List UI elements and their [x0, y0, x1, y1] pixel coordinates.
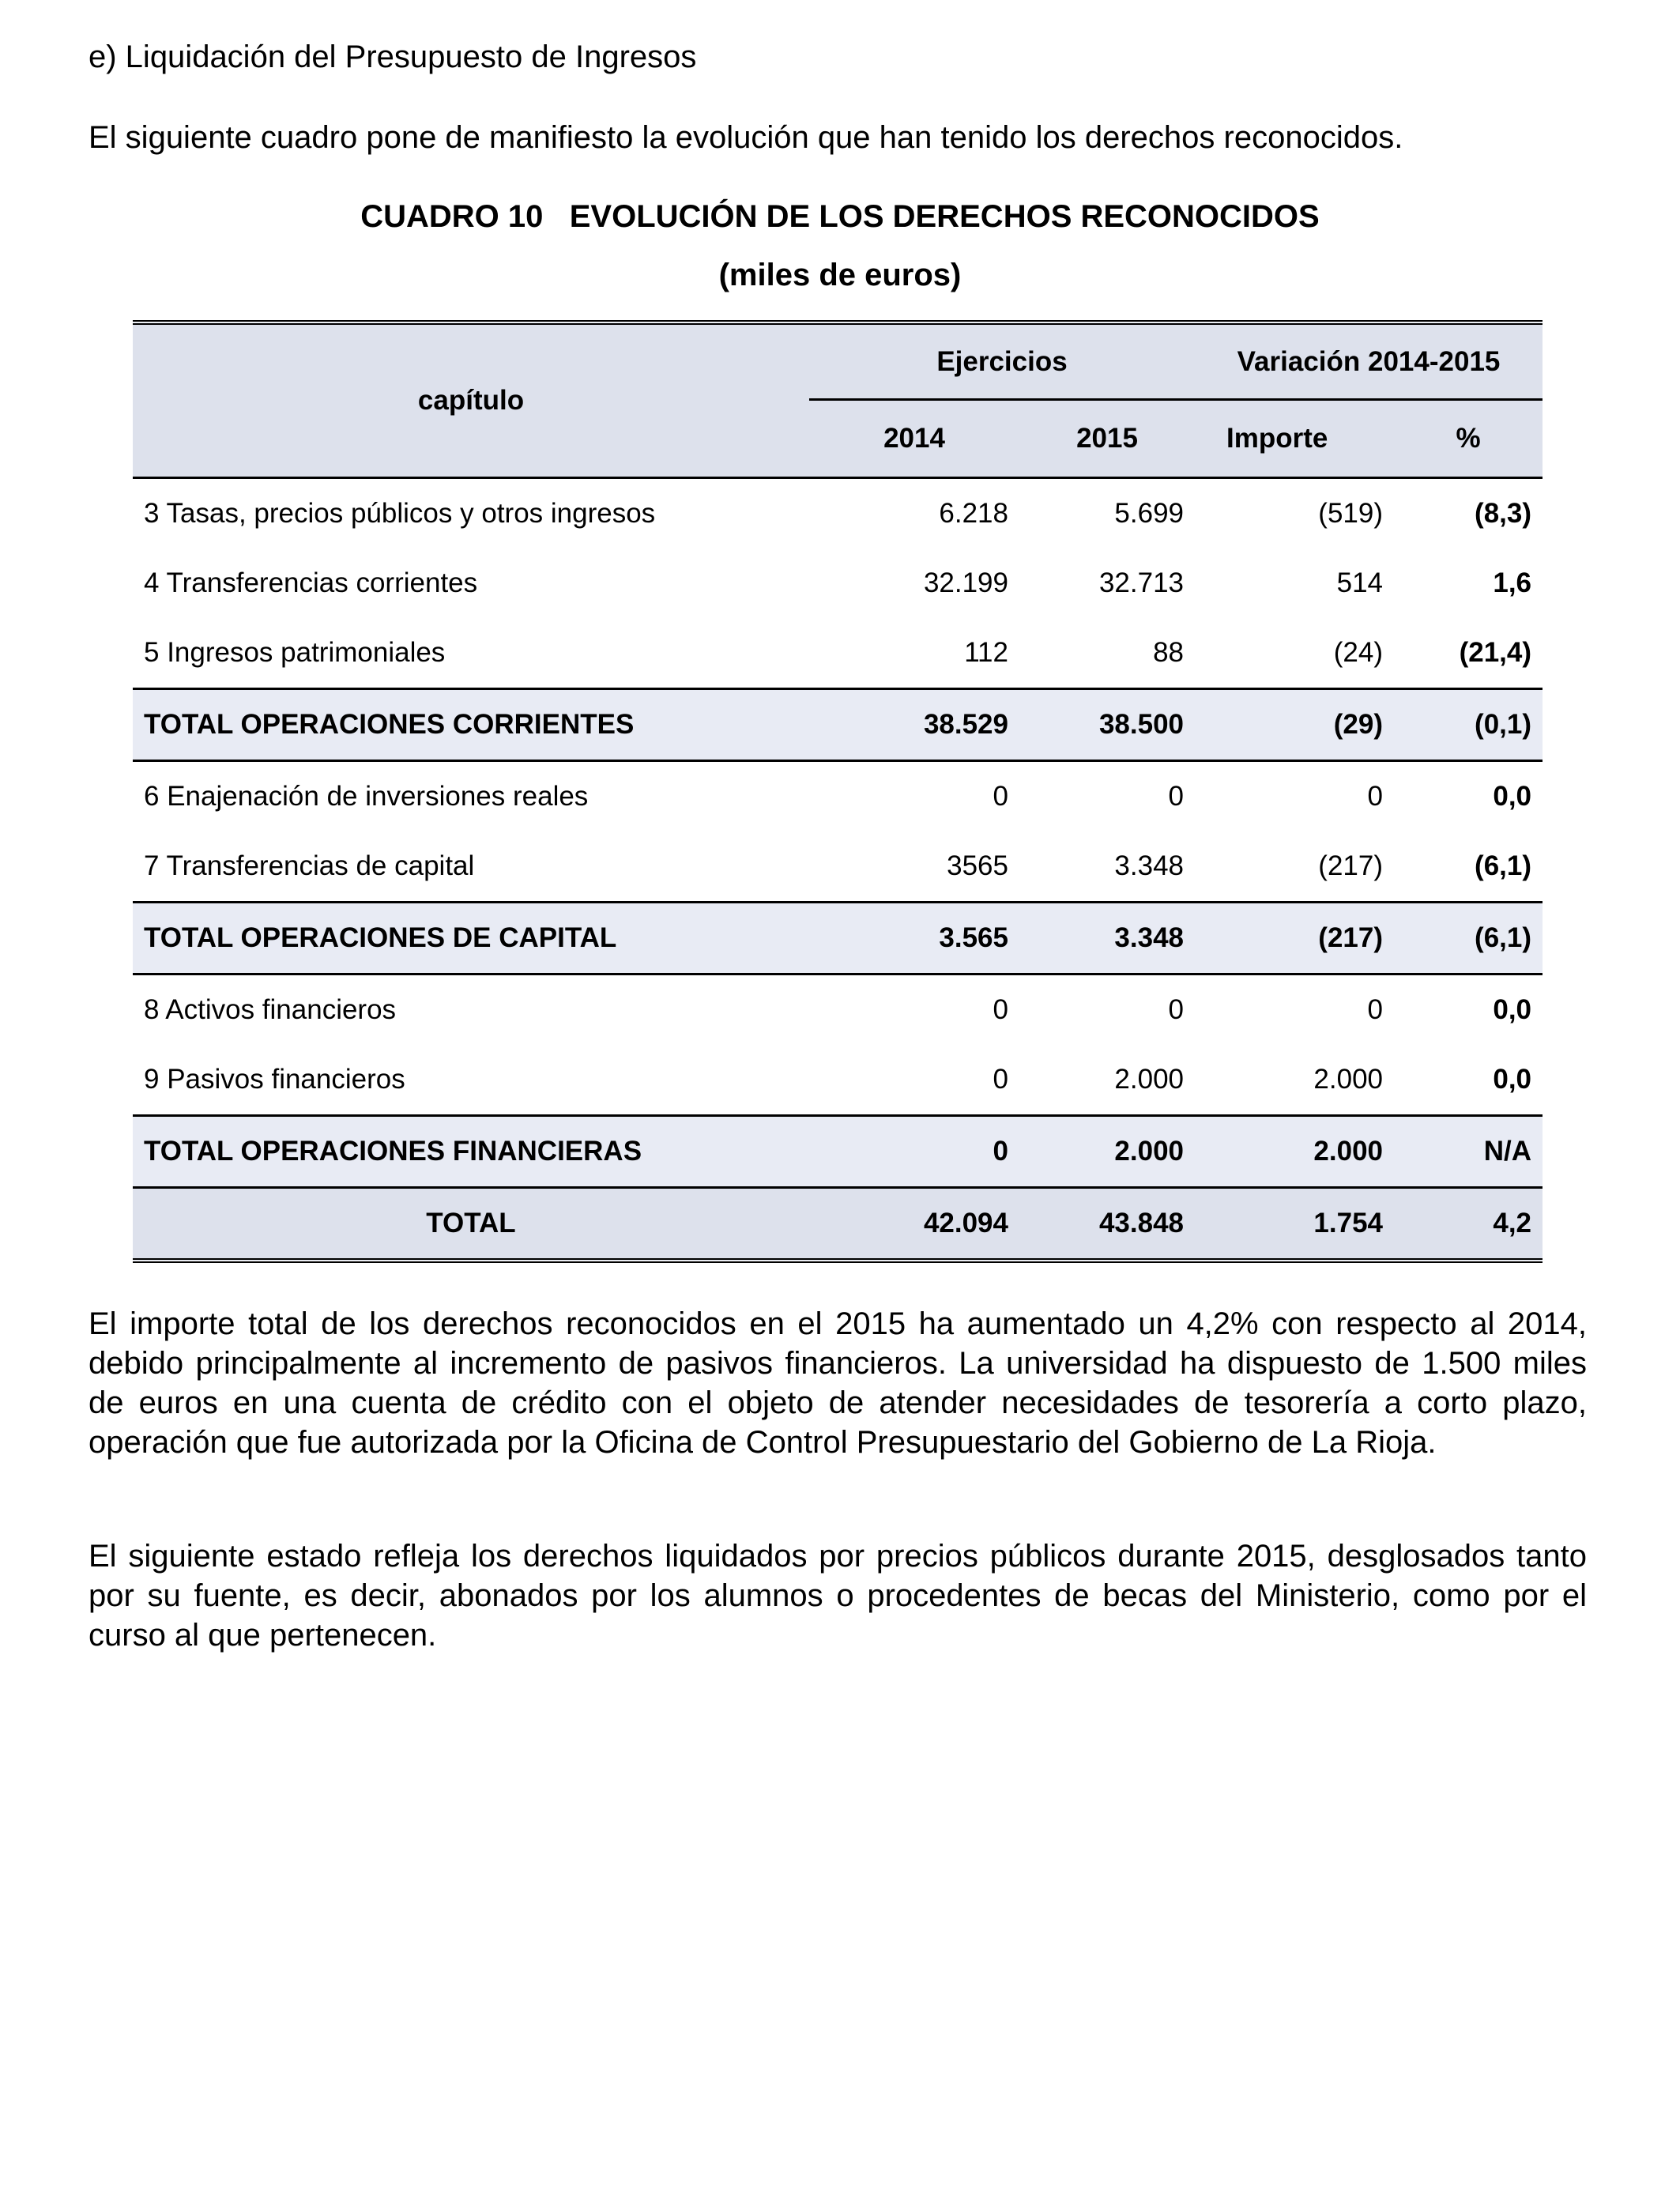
cell-2014: 32.199 — [923, 567, 1008, 598]
header-importe: Importe — [1195, 400, 1394, 478]
cell-2014: 42.094 — [809, 1188, 1019, 1261]
cell-pct: (6,1) — [1394, 903, 1543, 974]
intro-text: El siguiente cuadro pone de manifiesto la evolución que han tenido los derechos reconocidos. — [89, 120, 1403, 155]
subtotal-row — [133, 903, 1543, 974]
table-row — [133, 831, 1543, 903]
header-variacion: Variación 2014-2015 — [1195, 322, 1543, 400]
cell-2014: 0 — [993, 1064, 1008, 1095]
table-subtitle: (miles de euros) — [718, 258, 962, 292]
row-label: TOTAL — [133, 1188, 809, 1261]
paragraph-analysis: El importe total de los derechos reconocidos en el 2015 ha aumentado un 4,2% con respecto al 2014, debido principalmente al incremento de pasivos financieros. La universidad ha dispuesto de 1.500 miles de euros en una cuenta de crédito con el objeto de atender necesidades de tesorería a corto plazo, operación que fue autorizada por la Oficina de Control Presupuestario del Gobierno de La Rioja. — [89, 1306, 1587, 1460]
header-2015: 2015 — [1019, 400, 1195, 478]
cell-2015: 3.348 — [1019, 903, 1195, 974]
row-label: TOTAL OPERACIONES CORRIENTES — [133, 689, 809, 761]
cell-pct: (21,4) — [1459, 637, 1532, 668]
cell-2015: 3.348 — [1114, 850, 1185, 881]
cell-pct: 0,0 — [1493, 994, 1532, 1025]
table-row — [133, 618, 1543, 689]
subtotal-row — [133, 689, 1543, 761]
row-label: 6 Enajenación de inversiones reales — [144, 781, 589, 812]
cell-importe: 1.754 — [1195, 1188, 1394, 1261]
cell-importe: 514 — [1336, 567, 1384, 598]
cell-2015: 2.000 — [1114, 1064, 1185, 1095]
cell-importe: (217) — [1195, 903, 1394, 974]
cell-pct: (0,1) — [1394, 689, 1543, 761]
cell-2014: 0 — [809, 1116, 1019, 1188]
cell-2014: 38.529 — [809, 689, 1019, 761]
cell-pct: (8,3) — [1475, 498, 1532, 529]
table-row — [133, 761, 1543, 832]
section-heading: e) Liquidación del Presupuesto de Ingresos — [89, 40, 697, 74]
cell-2015: 32.713 — [1098, 567, 1185, 598]
row-label: 4 Transferencias corrientes — [144, 567, 478, 598]
cell-importe: (29) — [1195, 689, 1394, 761]
row-label: 7 Transferencias de capital — [144, 850, 475, 881]
cell-2015: 0 — [1168, 994, 1185, 1025]
cell-importe: (519) — [1318, 498, 1384, 529]
cell-importe: 0 — [1367, 781, 1384, 812]
cell-2015: 5.699 — [1114, 498, 1185, 529]
cell-2015: 43.848 — [1019, 1188, 1195, 1261]
header-pct: % — [1394, 400, 1543, 478]
cell-2014: 0 — [993, 781, 1008, 812]
cell-2014: 3565 — [947, 850, 1008, 881]
cell-importe: 2.000 — [1313, 1064, 1384, 1095]
row-label: 3 Tasas, precios públicos y otros ingresos — [144, 498, 656, 529]
cell-importe: 2.000 — [1195, 1116, 1394, 1188]
cell-pct: 0,0 — [1493, 781, 1532, 812]
header-capitulo: capítulo — [133, 322, 809, 478]
cell-2015: 38.500 — [1019, 689, 1195, 761]
header-ejercicios: Ejercicios — [809, 322, 1195, 400]
row-label: 5 Ingresos patrimoniales — [144, 637, 446, 668]
cell-2015: 88 — [1153, 637, 1185, 668]
subtotal-row — [133, 1116, 1543, 1188]
cell-pct: (6,1) — [1475, 850, 1532, 881]
cell-2015: 0 — [1168, 781, 1185, 812]
cell-pct: 0,0 — [1493, 1064, 1532, 1095]
derechos-reconocidos-table — [133, 320, 1543, 1263]
cell-importe: (217) — [1318, 850, 1384, 881]
table-row — [133, 974, 1543, 1046]
cell-pct: 4,2 — [1394, 1188, 1543, 1261]
table-title: CUADRO 10 EVOLUCIÓN DE LOS DERECHOS RECONOCIDOS — [360, 199, 1320, 234]
table-row — [133, 478, 1543, 549]
row-label: 8 Activos financieros — [144, 994, 397, 1025]
row-label: TOTAL OPERACIONES DE CAPITAL — [133, 903, 809, 974]
table-row — [133, 1045, 1543, 1116]
row-label: TOTAL OPERACIONES FINANCIERAS — [133, 1116, 809, 1188]
cell-pct: N/A — [1394, 1116, 1543, 1188]
grand-total-row — [133, 1188, 1543, 1261]
cell-2014: 112 — [964, 637, 1008, 668]
cell-2014: 6.218 — [939, 498, 1008, 529]
cell-2015: 2.000 — [1019, 1116, 1195, 1188]
table-row — [133, 548, 1543, 618]
row-label: 9 Pasivos financieros — [144, 1064, 405, 1095]
header-2014: 2014 — [809, 400, 1019, 478]
cell-2014: 3.565 — [809, 903, 1019, 974]
cell-importe: (24) — [1333, 637, 1384, 668]
cell-2014: 0 — [993, 994, 1008, 1025]
cell-pct: 1,6 — [1493, 567, 1532, 598]
paragraph-next-statement: El siguiente estado refleja los derechos liquidados por precios públicos durante 2015, desglosados tanto por su fuente, es decir, abonados por los alumnos o procedentes de becas del Ministerio, como por el curso al que pertenecen. — [89, 1539, 1587, 1653]
cell-importe: 0 — [1367, 994, 1384, 1025]
